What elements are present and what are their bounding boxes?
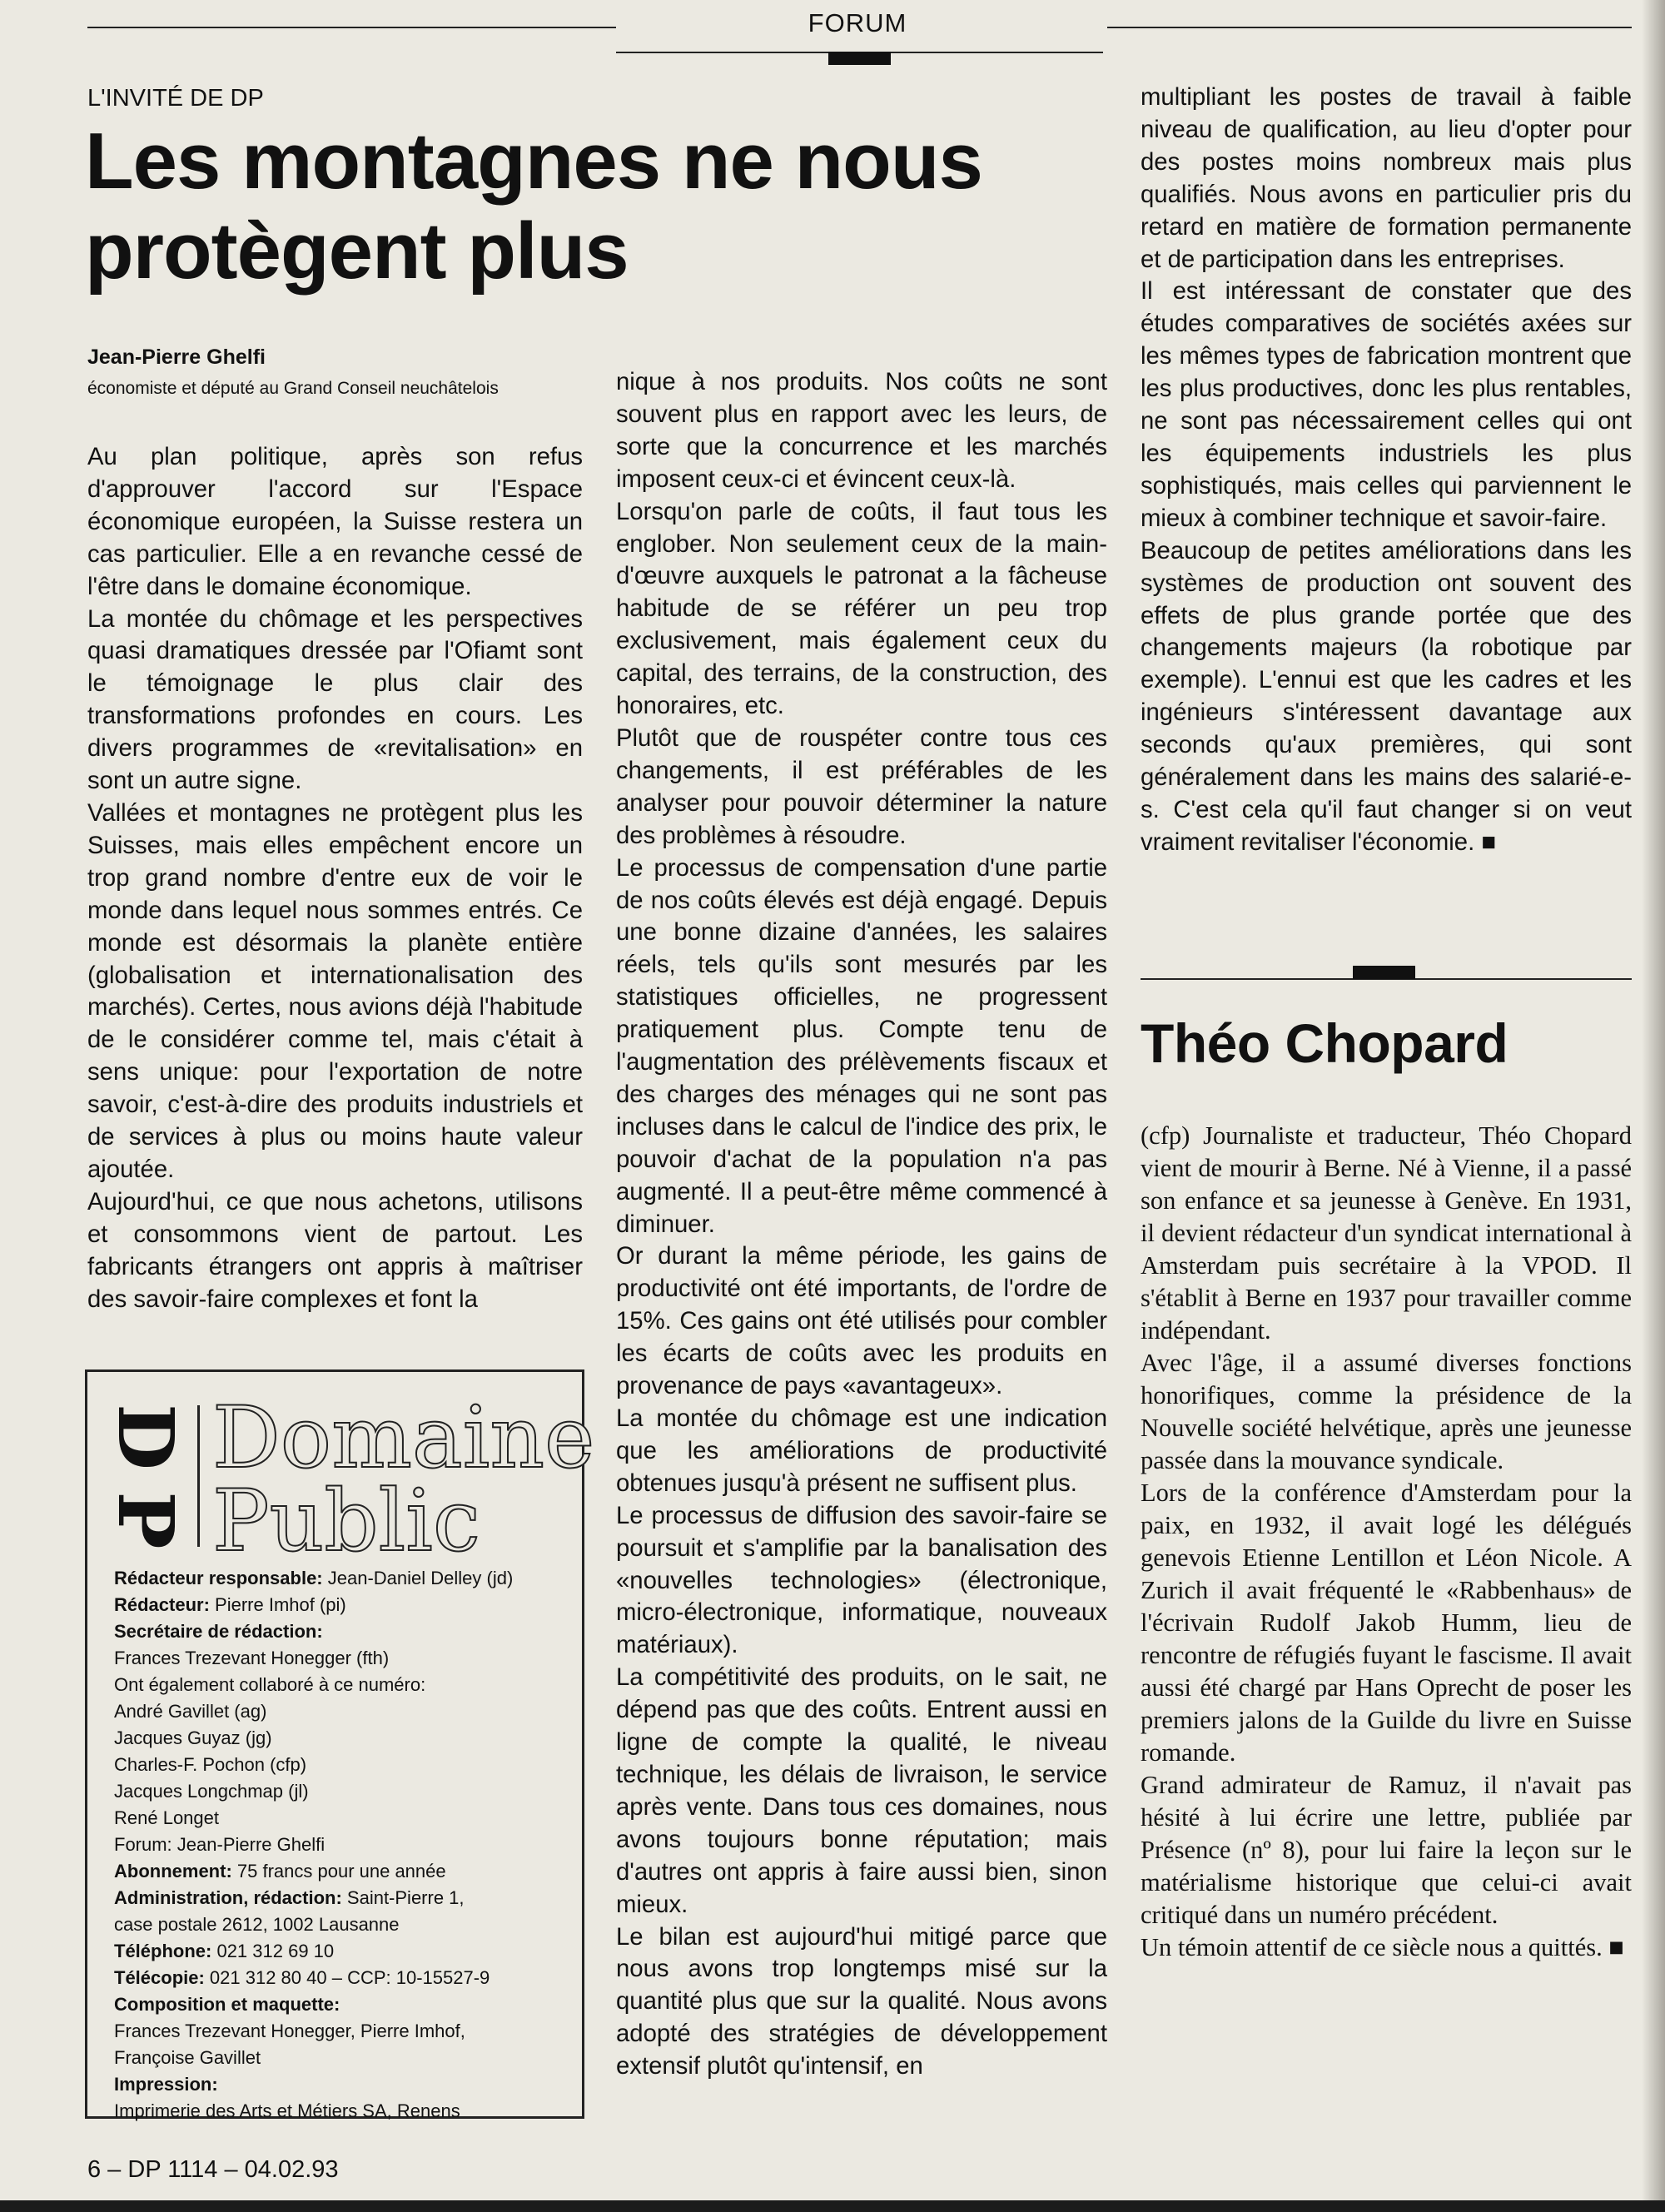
credit-value: case postale 2612, 1002 Lausanne [114, 1914, 400, 1935]
credit-line [114, 1965, 580, 1991]
credit-line [114, 1565, 580, 1592]
credit-value: Jean-Daniel Delley (jd) [322, 1568, 514, 1588]
paragraph: Le processus de compensation d'une partie de nos coûts élevés est déjà engagé. Depuis une bonne dizaine d'années, les salaires réels, tels qu'ils sont mesurés par les statistiques officielles, ne progressent pratiquement plus. Compte tenu de l'augmentation des prélèvements fiscaux et des charges des ménages qui ne sont pas incluses dans le calcul de l'indice des prix, le pouvoir d'achat de la population n'a pas augmenté. Il a peut-être même commencé à diminuer. [616, 853, 1107, 1238]
paragraph: Lors de la conférence d'Amsterdam pour la paix, en 1932, il avait logé les délégués genevois Etienne Lentillon et Léon Nicole. A Zurich il avait fréquenté le «Rabbenhaus» de l'écrivain Rudolf Jakob Humm, lieu de rencontre de réfugiés fuyant le fascisme. Il avait aussi été chargé par Hans Oprecht de poser les premiers jalons de la Guilde du livre en Suisse romande. [1141, 1479, 1632, 1767]
article-column-3 [1141, 82, 1632, 859]
credit-value: Imprimerie des Arts et Métiers SA, Renens [114, 2100, 460, 2121]
paragraph: Le processus de diffusion des savoir-faire se poursuit et s'amplifie par la banalisation des «nouvelles technologies» (électronique, micro-électronique, informatique, nouveaux matériaux). [616, 1501, 1107, 1659]
paragraph: Au plan politique, après son refus d'approuver l'accord sur l'Espace économique européen, la Suisse restera un cas particulier. Elle a en revanche cessé de l'être dans le domaine économique. [87, 443, 583, 600]
logo-word-public: Public [212, 1472, 480, 1571]
credit-line [114, 1832, 580, 1858]
credit-value: André Gavillet (ag) [114, 1701, 267, 1722]
logo-divider [197, 1405, 200, 1547]
paragraph: La montée du chômage est une indication que les améliorations de productivité obtenues jusqu'à présent ne suffisent plus. [616, 1404, 1107, 1497]
credit-line [114, 1938, 580, 1965]
article-author: Jean-Pierre Ghelfi [87, 345, 266, 369]
paragraph: Vallées et montagnes ne protègent plus les Suisses, mais elles empêchent encore un trop grand nombre d'entre eux de voir le monde dans lequel nous sommes entrés. Ce monde est désormais la planète entière (globalisation et internationalisation des marchés). Certes, nous avions déjà l'habitude de le considérer comme tel, mais c'était à sens unique: pour l'exportation de notre savoir, c'est-à-dire des produits industriels et de services à plus ou moins haute valeur ajoutée. [87, 798, 583, 1183]
article-column-1 [87, 441, 583, 1315]
obituary-divider-marker [1353, 966, 1415, 979]
credit-label: Téléphone: [114, 1941, 212, 1961]
paragraph: Lorsqu'on parle de coûts, il faut tous les englober. Non seulement ceux de la main-d'œuvre auxquels le patronat a la fâcheuse habitude de se référer un peu trop exclusivement, mais également ceux du capital, des terrains, de la construction, des honoraires, etc. [616, 497, 1107, 720]
credit-value: Ont également collaboré à ce numéro: [114, 1674, 426, 1695]
credit-value: Frances Trezevant Honegger, Pierre Imhof, [114, 2021, 465, 2041]
credit-line [114, 1991, 580, 2018]
credit-line [114, 1592, 580, 1618]
credit-label: Abonnement: [114, 1861, 232, 1881]
top-rule-right [1107, 27, 1632, 28]
dp-logo-letter-p: P [101, 1491, 191, 1549]
section-marker [828, 52, 891, 65]
article-author-role: économiste et député au Grand Conseil neuchâtelois [87, 379, 499, 398]
credit-value: Charles-F. Pochon (cfp) [114, 1754, 307, 1775]
paragraph: Grand admirateur de Ramuz, il n'avait pas hésité à lui écrire une lettre, publiée par Présence (nº 8), pour lui faire la leçon sur le matérialisme historique que celui-ci avait critiqué dans un numéro précédent. [1141, 1771, 1632, 1929]
paragraph: La compétitivité des produits, on le sait, ne dépend pas que des coûts. Entrent aussi en ligne de compte la qualité, le niveau technique, les délais de livraison, le service après vente. Dans tous ces domaines, nous avons toujours bonne réputation; mais d'autres ont appris à faire aussi bien, sinon mieux. [616, 1663, 1107, 1918]
credit-line [114, 2018, 580, 2045]
credit-line [114, 2098, 580, 2125]
paragraph: multipliant les postes de travail à faible niveau de qualification, au lieu d'opter pour des postes moins nombreux mais plus qualifiés. Nous avons en particulier pris du retard en matière de formation permanente et de participation dans les entreprises. [1141, 83, 1632, 273]
article-headline: Les montagnes ne nous protègent plus [85, 117, 982, 296]
page-edge-shadow [1642, 0, 1665, 2212]
top-rule-left [87, 27, 616, 28]
credit-value: 021 312 69 10 [211, 1941, 335, 1961]
credit-line [114, 1778, 580, 1805]
dp-logo-name [212, 1389, 595, 1571]
paragraph: Or durant la même période, les gains de productivité ont été importants, de l'ordre de 15%. Ces gains ont été utilisés pour combler les écarts de coûts avec les produits en provenance de pays «avantageux». [616, 1242, 1107, 1400]
credit-line [114, 1725, 580, 1752]
page-folio: 6 – DP 1114 – 04.02.93 [87, 2156, 339, 2183]
credit-label: Impression: [114, 2074, 218, 2095]
credit-label: Composition et maquette: [114, 1994, 340, 2015]
credit-value: Jacques Guyaz (jg) [114, 1727, 272, 1748]
credit-label: Rédacteur: [114, 1594, 210, 1615]
credit-value: 021 312 80 40 – CCP: 10-15527-9 [204, 1967, 490, 1988]
credit-label: Télécopie: [114, 1967, 205, 1988]
credit-line [114, 1805, 580, 1832]
credit-line [114, 2071, 580, 2098]
paragraph: nique à nos produits. Nos coûts ne sont souvent plus en rapport avec les leurs, de sorte que la concurrence et les marchés imposent ceux-ci et évincent ceux-là. [616, 368, 1107, 493]
credit-line [114, 1752, 580, 1778]
page-bottom-edge [0, 2200, 1665, 2212]
section-label: FORUM [808, 8, 907, 37]
logo-word-domaine: Domaine [212, 1389, 595, 1488]
credit-line [114, 1618, 580, 1645]
credit-value: Saint-Pierre 1, [341, 1887, 465, 1908]
credit-label: Administration, rédaction: [114, 1887, 342, 1908]
paragraph: (cfp) Journaliste et traducteur, Théo Chopard vient de mourir à Berne. Né à Vienne, il a passé son enfance et sa jeunesse à Genève. En 1931, il devient rédacteur d'un syndicat international à Amsterdam puis secrétaire à la VPOD. Il s'établit à Berne en 1937 pour travailler comme indépendant. [1141, 1121, 1632, 1345]
credit-label: Rédacteur responsable: [114, 1568, 323, 1588]
credit-value: René Longet [114, 1807, 219, 1828]
paragraph: Beaucoup de petites améliorations dans les systèmes de production ont souvent des effets de plus grande portée que des changements majeurs (la robotique par exemple). L'ennui est que les cadres et les ingénieurs s'intéressent davantage aux seconds qu'aux premières, qui sont généralement dans les mains des salarié-e-s. C'est cela qu'il faut changer si on veut vraiment revitaliser l'économie. ■ [1141, 536, 1632, 856]
paragraph: Aujourd'hui, ce que nous achetons, utilisons et consommons vient de partout. Les fabricants étrangers ont appris à maîtriser des savoir-faire complexes et font la [87, 1187, 583, 1313]
credit-label: Secrétaire de rédaction: [114, 1621, 323, 1642]
article-kicker: L'INVITÉ DE DP [87, 85, 264, 112]
credit-line [114, 1645, 580, 1672]
credit-line [114, 2045, 580, 2071]
paragraph: Il est intéressant de constater que des études comparatives de sociétés axées sur les mêmes types de fabrication montrent que les plus productives, donc les plus rentables, ne sont pas nécessairement celles qui ont les équipements industriels les plus sophistiqués, mais celles qui parviennent le mieux à combiner technique et savoir-faire. [1141, 277, 1632, 532]
article-column-2 [616, 366, 1107, 2083]
credit-value: Pierre Imhof (pi) [209, 1594, 346, 1615]
credit-line [114, 1698, 580, 1725]
credit-line [114, 1672, 580, 1698]
credit-value: Forum: Jean-Pierre Ghelfi [114, 1834, 326, 1855]
masthead-credits [114, 1565, 580, 2125]
obituary-body [1141, 1120, 1632, 1964]
masthead-box [85, 1369, 595, 2121]
paragraph: Avec l'âge, il a assumé diverses fonctions honorifiques, comme la présidence de la Nouvelle société helvétique, après une jeunesse passée dans la mouvance syndicale. [1141, 1349, 1632, 1474]
dp-logo-letter-d: D [101, 1404, 191, 1470]
paragraph: Un témoin attentif de ce siècle nous a quittés. ■ [1141, 1933, 1624, 1961]
credit-value: 75 francs pour une année [231, 1861, 446, 1881]
paragraph: La montée du chômage et les perspectives quasi dramatiques dressée par l'Ofiamt sont le témoignage le plus clair des transformations profondes en cours. Les divers programmes de «revitalisation» en sont un autre signe. [87, 604, 583, 795]
paragraph: Plutôt que de rouspéter contre tous ces changements, il est préférables de les analyser pour pouvoir déterminer la nature des problèmes à résoudre. [616, 723, 1107, 849]
credit-value: Françoise Gavillet [114, 2047, 261, 2068]
credit-value: Jacques Longchmap (jl) [114, 1781, 309, 1802]
obituary-title: Théo Chopard [1141, 1012, 1508, 1074]
paragraph: Le bilan est aujourd'hui mitigé parce que nous avons trop longtemps misé sur la quantité plus que sur la qualité. Nous avons adopté des stratégies de développement extensif plutôt qu'intensif, en [616, 1922, 1107, 2080]
credit-line [114, 1858, 580, 1885]
credit-line [114, 1911, 580, 1938]
credit-value: Frances Trezevant Honegger (fth) [114, 1648, 390, 1668]
credit-line [114, 1885, 580, 1911]
